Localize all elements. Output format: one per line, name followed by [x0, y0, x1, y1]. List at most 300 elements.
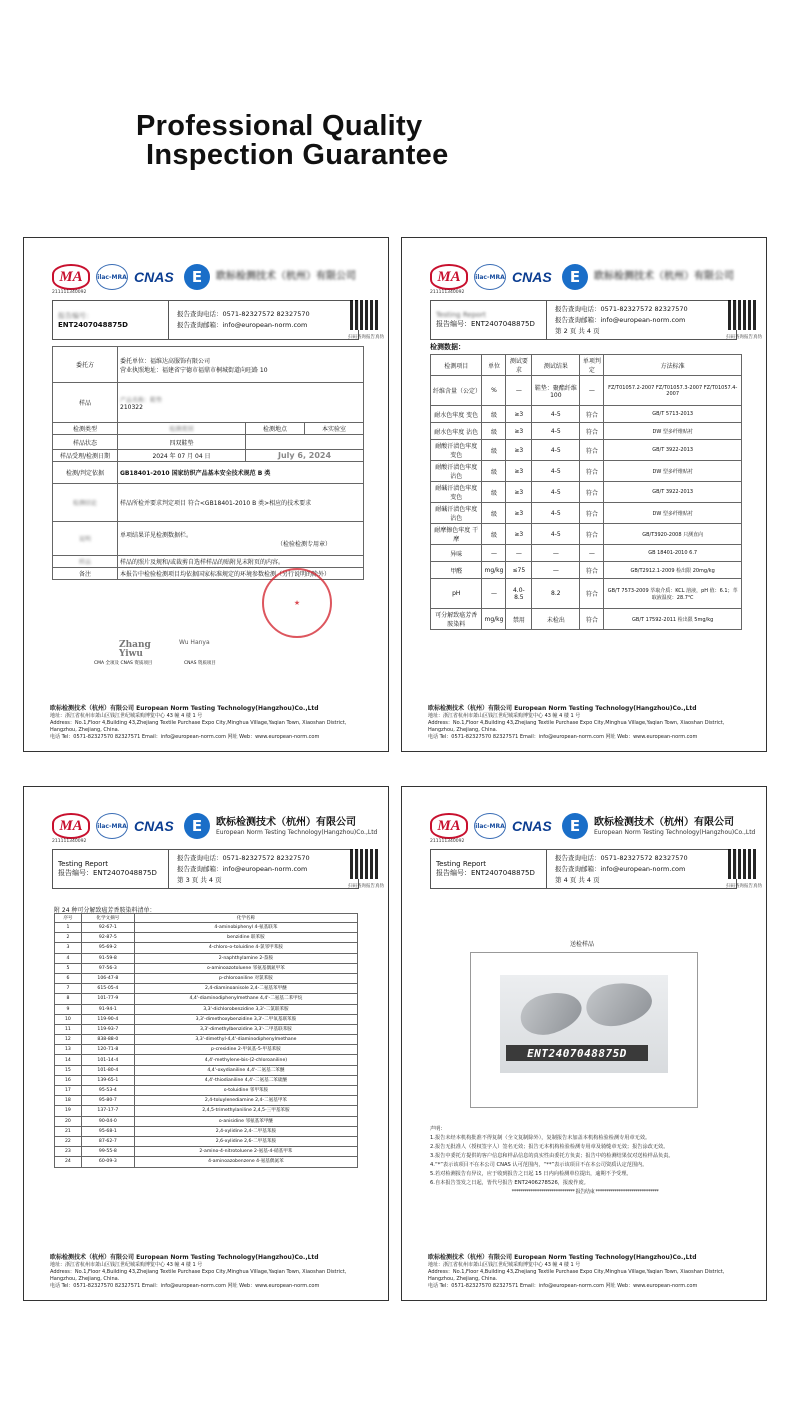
table-cell: 9 [55, 1004, 82, 1014]
standard: GB18401-2010 国家纺织产品基本安全技术规范 B 类 [118, 462, 364, 484]
table-cell: 4,4'-oxydianiline 4,4'-二氨基二苯醚 [134, 1065, 357, 1075]
report-no: ENT2407048875D [471, 869, 535, 877]
footer-address-en: Address：No.1,Floor 4,Building 43,Zhejiang Textile Purchase Expo City,Minghua Village,Yaqian Town, Xiaoshan District, Hangzhou, Zhejiang, China. [428, 720, 725, 733]
table-cell: 4-5 [532, 423, 580, 440]
qr-code-icon [350, 849, 380, 879]
table-row [431, 440, 742, 461]
table-row [55, 1035, 358, 1045]
table-cell: 87-62-7 [81, 1136, 134, 1146]
table-row [55, 963, 358, 973]
page-footer [428, 705, 738, 741]
table-row [55, 1147, 358, 1157]
ilac-mra-logo-icon: ilac-MRA [96, 813, 128, 839]
cma-logo-icon: MA [52, 813, 90, 839]
accreditation-logos [52, 262, 356, 292]
table-cell: 12 [55, 1035, 82, 1045]
report-email: 报告查询邮箱：info@european-norm.com [177, 864, 308, 873]
table-cell: 2 [55, 933, 82, 943]
cnas-logo-icon: CNAS [512, 818, 552, 834]
insole-icon [582, 977, 655, 1032]
table-cell: 符合 [580, 609, 604, 630]
qr-code-icon [728, 849, 758, 879]
end-text: 报告结束 [575, 1189, 595, 1195]
table-cell: GB/T3920-2008 只测直向 [604, 524, 742, 545]
report-page-1 [23, 237, 389, 752]
report-no-label: 报告编号： [436, 869, 471, 877]
lab-name: 欧标检测技术（杭州）有限公司 [594, 816, 734, 828]
table-cell: GB/T 7573-2009 萃取介质：KCL 溶液，pH 值：6.1；萃取液温度：28.7℃ [604, 579, 742, 609]
table-cell: 137-17-7 [81, 1106, 134, 1116]
table-cell: 可分解致癌芳香胺染料 [431, 609, 482, 630]
report-tel: 报告查询电话：0571-82327572 82327570 [555, 853, 688, 862]
photo-title: 送检样品 [570, 941, 595, 948]
column-header: 单位 [482, 355, 506, 376]
table-cell: 95-68-1 [81, 1126, 134, 1136]
qr-caption: 扫码查询报告真伪 [726, 884, 762, 889]
ma-number: 211111340092 [430, 290, 465, 295]
ma-number: 211111340092 [430, 839, 465, 844]
cma-logo-icon: MA [430, 264, 468, 290]
report-no: ENT2407048875D [93, 869, 157, 877]
table-cell: 4,4'-diaminodiphenylmethane 4,4'-二氨基二苯甲烷 [134, 994, 357, 1004]
table-cell: 17 [55, 1086, 82, 1096]
table-cell: 符合 [580, 461, 604, 482]
table-cell: 22 [55, 1136, 82, 1146]
label-client: 委托方 [53, 347, 118, 383]
table-cell: 3 [55, 943, 82, 953]
table-cell: 91-94-1 [81, 1004, 134, 1014]
report-header-box [430, 300, 737, 340]
table-row [55, 1055, 358, 1065]
footer-contact: 电话 Tel：0571-82327570 82327571 Email：info@european-norm.com 网址 Web：www.european-norm.com [428, 1283, 698, 1289]
footer-address-en: Address：No.1,Floor 4,Building 43,Zhejiang Textile Purchase Expo City,Minghua Village,Yaqian Town, Xiaoshan District, Hangzhou, Zhejiang, China. [50, 1269, 347, 1282]
table-cell: 120-71-8 [81, 1045, 134, 1055]
table-row [431, 423, 742, 440]
table-row [431, 461, 742, 482]
table-cell: 4-5 [532, 482, 580, 503]
table-cell: 级 [482, 423, 506, 440]
report-no: ENT2407048875D [58, 321, 128, 329]
footer-address-cn: 地址：浙江省杭州市萧山区钱江世纪城采购博览中心 43 幢 4 楼 1 号 [428, 713, 581, 719]
table-row [431, 482, 742, 503]
table-cell: 耐水色牢度 变色 [431, 406, 482, 423]
table-cell: 101-80-4 [81, 1065, 134, 1075]
table-cell: 符合 [580, 579, 604, 609]
table-row [55, 1045, 358, 1055]
table-cell: 符合 [580, 423, 604, 440]
report-tel: 报告查询电话：0571-82327572 82327570 [177, 310, 310, 318]
footer-contact: 电话 Tel：0571-82327570 82327571 Email：info@european-norm.com 网址 Web：www.european-norm.com [50, 734, 320, 740]
table-cell: 20 [55, 1116, 82, 1126]
table-cell: 1 [55, 923, 82, 933]
test-data-table [430, 354, 742, 630]
table-cell: 4-5 [532, 461, 580, 482]
table-row [55, 984, 358, 994]
ma-number: 211111340092 [52, 839, 87, 844]
table-row [55, 1157, 358, 1167]
table-row [55, 1136, 358, 1146]
column-header: 测试结果 [532, 355, 580, 376]
table-row [431, 545, 742, 562]
table-row [431, 524, 742, 545]
table-cell: — [532, 545, 580, 562]
ma-number: 211111340092 [52, 290, 87, 295]
table-cell: 92-67-1 [81, 923, 134, 933]
table-row [431, 579, 742, 609]
table-cell: 10 [55, 1014, 82, 1024]
column-header: 序号 [55, 914, 82, 923]
table-row [55, 994, 358, 1004]
product: 产品名称：鞋垫 [120, 396, 163, 404]
table-cell: 2,4-diaminoanisole 2,4-二氨基苯甲醚 [134, 984, 357, 994]
table-cell: 21 [55, 1126, 82, 1136]
table-cell: 2-amino-4-nitrotoluene 2-氨基-4-硝基甲苯 [134, 1147, 357, 1157]
label-sample-state: 样品状态 [53, 435, 118, 450]
declaration-item: 6.自本报告签发之日起，皆代号报告 ENT2406278526，报废作废。 [430, 1180, 589, 1186]
table-row [55, 923, 358, 933]
table-cell: 7 [55, 984, 82, 994]
table-cell: ≥3 [506, 524, 532, 545]
amine-list-table [54, 913, 358, 1168]
table-cell: benzidine 联苯胺 [134, 933, 357, 943]
table-cell: 13 [55, 1045, 82, 1055]
table-cell: 95-80-7 [81, 1096, 134, 1106]
report-title: Testing Report [436, 860, 487, 868]
table-row [431, 609, 742, 630]
declaration-item: 1.报告未经本机构批准不得复制（全文复制除外），复制报告未加盖本机构检验检测专用章无效。 [430, 1135, 651, 1141]
headline-line2: Inspection Guarantee [146, 139, 449, 171]
table-cell: 101-77-9 [81, 994, 134, 1004]
column-header: 测试要求 [506, 355, 532, 376]
table-row [55, 1096, 358, 1106]
table-cell: 禁用 [506, 609, 532, 630]
official-stamp-icon: ★ [262, 568, 332, 638]
footer-address-en: Address：No.1,Floor 4,Building 43,Zhejiang Textile Purchase Expo City,Minghua Village,Yaqian Town, Xiaoshan District, Hangzhou, Zhejiang, China. [50, 720, 347, 733]
table-cell: 耐酸汗渍色牢度 沾色 [431, 461, 482, 482]
footer-address-cn: 地址：浙江省杭州市萧山区钱江世纪城采购博览中心 43 幢 4 楼 1 号 [50, 713, 203, 719]
table-cell: o-toluidine 邻甲苯胺 [134, 1086, 357, 1096]
table-cell: ≥3 [506, 406, 532, 423]
column-header: 方法标准 [604, 355, 742, 376]
table-cell: DW 型多纤维贴衬 [604, 503, 742, 524]
table-cell: 2,4,5-trimethylaniline 2,4,5-三甲基苯胺 [134, 1106, 357, 1116]
label-dates: 样品受理/检测日期 [53, 450, 118, 462]
received-date: 2024 年 07 月 04 日 [118, 450, 246, 462]
cnas-logo-icon: CNAS [134, 818, 174, 834]
table-cell: 11 [55, 1024, 82, 1034]
table-cell: 4-chloro-o-toluidine 4-氯邻甲苯胺 [134, 943, 357, 953]
report-tel: 报告查询电话：0571-82327572 82327570 [177, 853, 310, 862]
table-cell: FZ/T01057.2-2007 FZ/T01057.3-2007 FZ/T01057.4-2007 [604, 376, 742, 406]
table-cell: 60-09-3 [81, 1157, 134, 1167]
table-cell: GB 18401-2010 6.7 [604, 545, 742, 562]
table-cell: 符合 [580, 482, 604, 503]
section-title: 检测数据： [430, 343, 465, 351]
client: 委托单位：福维达高服饰有限公司 [120, 357, 211, 365]
table-cell: 符合 [580, 406, 604, 423]
table-cell: 8.2 [532, 579, 580, 609]
remark2: （检验检测专用章） [276, 540, 331, 548]
label-sample: 样品 [53, 556, 118, 568]
table-cell: 18 [55, 1096, 82, 1106]
note2: 本报告中检验检测项目均依据国家标准规定的环境参数检测（另行说明的除外） [118, 568, 364, 580]
table-cell: 101-14-4 [81, 1055, 134, 1065]
eu-logo-icon: E [184, 813, 210, 839]
report-email: 报告查询邮箱：info@european-norm.com [177, 321, 308, 329]
table-cell: 838-88-0 [81, 1035, 134, 1045]
cnas-logo-icon: CNAS [134, 269, 174, 285]
accreditation-logos [52, 811, 377, 841]
table-cell: 106-47-8 [81, 973, 134, 983]
table-cell: ≥3 [506, 440, 532, 461]
lab-name: 欧标检测技术（杭州）有限公司 [216, 816, 356, 828]
report-header-box [52, 849, 359, 889]
table-cell: 符合 [580, 440, 604, 461]
cnas-logo-icon: CNAS [512, 269, 552, 285]
table-cell: 95-69-2 [81, 943, 134, 953]
remark1: 单项结果详见检测数据栏。 [120, 531, 193, 539]
table-cell: 耐碱汗渍色牢度 变色 [431, 482, 482, 503]
signature-1: Zhang Yiwu [119, 640, 151, 659]
label-note: 备注 [53, 568, 118, 580]
label-product: 样品 [53, 383, 118, 423]
table-cell: 耐摩擦色牢度 干摩 [431, 524, 482, 545]
table-cell: 级 [482, 482, 506, 503]
label-basis: 检测/判定依据 [53, 462, 118, 484]
qr-caption: 扫码查询报告真伪 [348, 335, 384, 340]
qr-code-icon [350, 300, 380, 330]
label-remark: 说明 [53, 522, 118, 556]
report-page-4 [401, 786, 767, 1301]
cma-logo-icon: MA [430, 813, 468, 839]
table-cell: 4-aminoazobenzene 4-氨基偶氮苯 [134, 1157, 357, 1167]
declaration-item: 5.若对检测报告有异议，应于收到报告之日起 15 日内向检测单位提出，逾期不予受理。 [430, 1171, 632, 1177]
table-cell: p-cresidine 2-甲氧基-5-甲基苯胺 [134, 1045, 357, 1055]
table-cell: ≥3 [506, 423, 532, 440]
table-cell: 符合 [580, 503, 604, 524]
table-cell: 鞋垫：聚酯纤维 100 [532, 376, 580, 406]
eu-logo-icon: E [184, 264, 210, 290]
table-cell: GB/T 17592-2011 检出限 5mg/kg [604, 609, 742, 630]
table-row [55, 973, 358, 983]
table-cell: mg/kg [482, 609, 506, 630]
signature-2: Wu Hanya [179, 639, 210, 646]
table-cell: 甲醛 [431, 562, 482, 579]
report-page-3 [23, 786, 389, 1301]
table-cell: 4-5 [532, 406, 580, 423]
qr-caption: 扫码查询报告真伪 [726, 335, 762, 340]
insole-icon [515, 984, 586, 1041]
test-location: 本实验室 [304, 423, 363, 435]
table-cell: 90-04-0 [81, 1116, 134, 1126]
table-cell: 119-90-4 [81, 1014, 134, 1024]
sample-status: 四双鞋垫 [118, 435, 246, 450]
table-cell: o-aminoazotoluene 邻氨基偶氮甲苯 [134, 963, 357, 973]
report-no-label: 报告编号： [58, 312, 93, 320]
table-cell: — [482, 545, 506, 562]
page-footer [50, 1254, 360, 1290]
table-cell: mg/kg [482, 562, 506, 579]
table-cell: 24 [55, 1157, 82, 1167]
table-cell: 耐碱汗渍色牢度 沾色 [431, 503, 482, 524]
table-cell: 6 [55, 973, 82, 983]
table-cell: 19 [55, 1106, 82, 1116]
table-cell: 16 [55, 1075, 82, 1085]
table-cell: — [532, 562, 580, 579]
report-title: Testing Report [58, 860, 109, 868]
column-header: 检测项目 [431, 355, 482, 376]
ilac-mra-logo-icon: ilac-MRA [474, 264, 506, 290]
table-cell: 4,4'-methylene-bis-(2-chloroaniline) [134, 1055, 357, 1065]
table-row [55, 1086, 358, 1096]
table-cell: o-anisidine 邻氨基苯甲醚 [134, 1116, 357, 1126]
table-cell: 4-5 [532, 440, 580, 461]
label-check-type: 检测类型 [53, 423, 118, 435]
lab-name: 欧标检测技术（杭州）有限公司 [594, 271, 734, 282]
section-title: 附 24 种可分解致癌芳香胺染料清单： [54, 907, 156, 914]
table-row [55, 1075, 358, 1085]
column-header: 单项判定 [580, 355, 604, 376]
table-cell: 符合 [580, 524, 604, 545]
table-cell: 14 [55, 1055, 82, 1065]
qr-caption: 扫码查询报告真伪 [348, 884, 384, 889]
table-cell: — [506, 376, 532, 406]
table-cell: 139-65-1 [81, 1075, 134, 1085]
lab-name-en: European Norm Testing Technology(Hangzhou)Co.,Ltd [216, 828, 378, 836]
table-cell: p-chloroaniline 对氯苯胺 [134, 973, 357, 983]
table-cell: 级 [482, 406, 506, 423]
table-cell: 95-53-4 [81, 1086, 134, 1096]
report-header-box [430, 849, 737, 889]
end-of-report: ****************************** 报告结束 ****************************** [511, 1189, 659, 1195]
table-cell: 级 [482, 524, 506, 545]
page-number: 第 3 页 共 4 页 [177, 875, 222, 884]
report-email: 报告查询邮箱：info@european-norm.com [555, 315, 686, 324]
table-cell: ≤75 [506, 562, 532, 579]
table-cell: 3,3'-dimethylbenzidine 3,3'-二甲基联苯胺 [134, 1024, 357, 1034]
ilac-mra-logo-icon: ilac-MRA [96, 264, 128, 290]
footer-address-cn: 地址：浙江省杭州市萧山区钱江世纪城采购博览中心 43 幢 4 楼 1 号 [50, 1262, 203, 1268]
qr-code-icon [728, 300, 758, 330]
table-row [431, 503, 742, 524]
accreditation-logos [430, 262, 734, 292]
table-row [55, 1024, 358, 1034]
table-cell: 纤维含量（公定） [431, 376, 482, 406]
table-cell: DW 型多纤维贴衬 [604, 461, 742, 482]
table-cell: GB/T 3922-2013 [604, 440, 742, 461]
footer-company: 欧标检测技术（杭州）有限公司 European Norm Testing Technology(Hangzhou)Co.,Ltd [50, 1254, 319, 1261]
label-test-location: 检测地点 [246, 423, 305, 435]
table-cell: 4-5 [532, 524, 580, 545]
table-cell: pH [431, 579, 482, 609]
report-page-2 [401, 237, 767, 752]
report-summary-table [52, 346, 364, 580]
table-cell: 级 [482, 503, 506, 524]
cma-logo-icon: MA [52, 264, 90, 290]
report-no-label: 报告编号： [436, 320, 471, 328]
declaration [430, 1125, 740, 1197]
table-cell: 92-87-5 [81, 933, 134, 943]
page-number: 第 4 页 共 4 页 [555, 875, 600, 884]
table-cell: ≥3 [506, 461, 532, 482]
declaration-item: 2.报告无批准人（授权签字人）签名无效；报告无本机构检验检测专用章及骑缝章无效；报告涂改无效。 [430, 1144, 669, 1150]
accreditation-logos [430, 811, 755, 841]
table-cell: 符合 [580, 562, 604, 579]
table-row [55, 1106, 358, 1116]
sample-note: 样品的照片及规和/或裁剪自选样样品的贴附见末附页的内容。 [118, 556, 364, 568]
signature-caption-2: CNAS 资质项目 [184, 661, 216, 666]
table-cell: DW 型多纤维贴衬 [604, 423, 742, 440]
table-cell: 级 [482, 440, 506, 461]
table-cell: 8 [55, 994, 82, 1004]
label-conclusion: 检测结论 [53, 484, 118, 522]
sample-label: ENT2407048875D [506, 1045, 648, 1061]
table-row [55, 1116, 358, 1126]
table-cell: 23 [55, 1147, 82, 1157]
table-row [55, 1014, 358, 1024]
report-email: 报告查询邮箱：info@european-norm.com [555, 864, 686, 873]
table-row [55, 1004, 358, 1014]
eu-logo-icon: E [562, 813, 588, 839]
table-cell: GB/T 3922-2013 [604, 482, 742, 503]
table-cell: 4.0-8.5 [506, 579, 532, 609]
table-cell: 2-naphthylamine 2-萘胺 [134, 953, 357, 963]
declaration-item: 3.报告中委托方提供的客户信息和样品信息的真实性由委托方负责；报告中的检测结果仅对送检样品负责。 [430, 1153, 674, 1159]
table-cell: — [506, 545, 532, 562]
report-no: ENT2407048875D [471, 320, 535, 328]
table-row [55, 953, 358, 963]
table-cell: — [580, 376, 604, 406]
table-row [431, 406, 742, 423]
headline [136, 112, 449, 170]
declaration-title: 声明： [430, 1126, 446, 1132]
report-no-label: 报告编号： [58, 869, 93, 877]
table-cell: GB/T2912.1-2009 检出限 20mg/kg [604, 562, 742, 579]
table-cell: 4-5 [532, 503, 580, 524]
table-cell: 5 [55, 963, 82, 973]
table-cell: 4-aminobiphenyl 4-氨基联苯 [134, 923, 357, 933]
footer-company: 欧标检测技术（杭州）有限公司 European Norm Testing Technology(Hangzhou)Co.,Ltd [428, 1254, 697, 1261]
table-cell: 97-56-3 [81, 963, 134, 973]
lab-name-en: European Norm Testing Technology(Hangzhou)Co.,Ltd [594, 828, 756, 836]
table-cell: 4,4'-thiodianiline 4,4'-二氨基二苯硫醚 [134, 1075, 357, 1085]
table-cell: % [482, 376, 506, 406]
report-title: Testing Report [436, 311, 487, 319]
client-address: 营业执照地址：福建省宁德市福鼎市桐城街道向旺路 10 [120, 366, 268, 374]
headline-line1: Professional Quality [136, 110, 423, 142]
conclusion: 样品所检并要求判定项目 符合<GB18401-2010 B 类>相应的技术要求 [118, 484, 364, 522]
table-row [55, 933, 358, 943]
test-type: 检测类别 [118, 423, 246, 435]
footer-company: 欧标检测技术（杭州）有限公司 European Norm Testing Technology(Hangzhou)Co.,Ltd [428, 705, 697, 712]
table-cell: 级 [482, 461, 506, 482]
table-cell: ≥3 [506, 503, 532, 524]
table-cell: 91-59-8 [81, 953, 134, 963]
page-number: 第 2 页 共 4 页 [555, 326, 600, 335]
report-header-box [52, 300, 359, 340]
column-header: 化学文摘号 [81, 914, 134, 923]
table-cell: 99-55-8 [81, 1147, 134, 1157]
table-cell: 615-05-4 [81, 984, 134, 994]
table-cell: ≥3 [506, 482, 532, 503]
table-cell: GB/T 5713-2013 [604, 406, 742, 423]
table-cell: — [482, 579, 506, 609]
column-header: 化学名称 [134, 914, 357, 923]
lab-name: 欧标检测技术（杭州）有限公司 [216, 271, 356, 282]
table-row [55, 1126, 358, 1136]
eu-logo-icon: E [562, 264, 588, 290]
declaration-item: 4.“*”表示该项目不在本公司 CNAS 认可范围内，“**”表示该项目不在本公司资质认定范围内。 [430, 1162, 648, 1168]
